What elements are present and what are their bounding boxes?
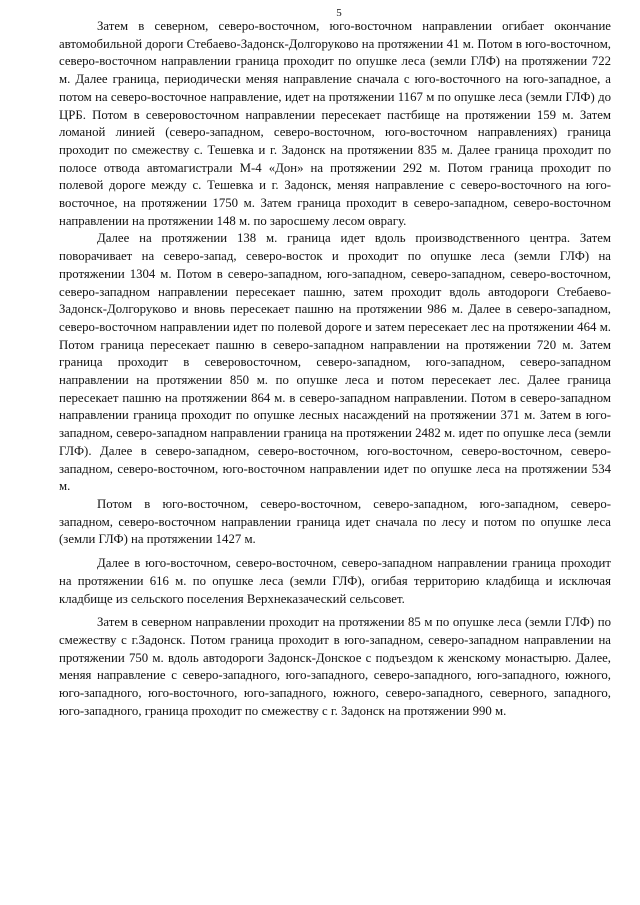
document-page bbox=[59, 6, 611, 720]
paragraph-5: Затем в северном направлении проходит на протяжении 85 м по опушке леса (земли ГЛФ) по смежеству с г.Задонск. Потом граница проходит в юго-западном, северо-западном направлении на протяжении 750 м. вдоль автодороги Задонск-Донское с подъездом к женскому монастырю. Далее, меняя направление с северо-западного, юго-западного, северо-западного, юго-западного, южного, юго-западного, юго-восточного, юго-западного, южного, северо-западного, северного, западного, юго-западного, граница проходит по смежеству с г. Задонск на протяжении 990 м. bbox=[59, 615, 611, 718]
paragraph-3: Потом в юго-восточном, северо-восточном, северо-западном, юго-западном, северо-западном, северо-восточном направлении граница идет сначала по лесу и потом по опушке леса (земли ГЛФ) на протяжении 1427 м. bbox=[59, 496, 611, 547]
paragraph-2: Далее на протяжении 138 м. граница идет вдоль производственного центра. Затем поворачивает на северо-запад, северо-восток и проходит по опушке леса (земли ГЛФ) на протяжении 1304 м. Потом в северо-западном, юго-западном, северо-западном, северо-восточном, северо-западном направлении пересекает пашню, затем проходит вдоль автодороги Стебаево-Задонск-Долгоруково и вновь пересекает пашню на протяжении 986 м. Далее в северо-западном, северо-восточном направлении идет по полевой дороге и затем пересекает лес на протяжении 464 м. Потом граница пересекает пашню в северо-западном направлении на протяжении 720 м. Затем граница проходит в северовосточном, северо-западном, юго-западном, северо-западном направлении на протяжении 850 м. по опушке леса и потом пересекает лес. Далее граница пересекает пашню на протяжении 864 м. в северо-западном направлении. Потом в северо-западном направлении граница проходит по опушке лесных насаждений на протяжении 371 м. Затем в юго-западном, северо-западном направлении граница на протяжении 2482 м. идет по опушке леса (земли ГЛФ). Далее в северо-западном, северо-восточном, юго-восточном, северо-восточном, северо-западном, северо-восточном, юго-восточном направлении идет по опушке леса на протяжении 534 м. bbox=[59, 231, 611, 494]
page-number: 5 bbox=[336, 7, 342, 19]
paragraph-4: Далее в юго-восточном, северо-восточном, северо-западном направлении граница проходит на протяжении 616 м. по опушке леса (земли ГЛФ), огибая территорию кладбища и исключая кладбище из сельского поселения Верхнеказаческий сельсовет. bbox=[59, 556, 611, 606]
paragraph-1: Затем в северном, северо-восточном, юго-восточном направлении огибает окончание автомобильной дороги Стебаево-Задонск-Долгоруково на протяжении 41 м. Потом в юго-восточном, северо-восточном направлении граница проходит по опушке леса (земли ГЛФ) на протяжении 722 м. Далее граница, периодически меняя направление сначала с юго-восточного на юго-западное, а потом на северо-восточное направление, идет на протяжении 1167 м по опушке леса (земли ГЛФ) до ЦРБ. Потом в северовосточном направлении пересекает пастбище на протяжении 159 м. Затем ломаной линией (северо-западном, северо-восточном, юго-восточном направлениях) граница проходит по смежеству с. Тешевка и г. Задонск на протяжении 835 м. Далее граница проходит по полосе отвода автомагистрали М-4 «Дон» на протяжении 292 м. Потом граница проходит по полевой дороге между с. Тешевка и г. Задонск, меняя направление с северо-восточного на юго-восточное, на протяжении 1750 м. Затем граница проходит в северо-западном, северо-восточном направлении на протяжении 148 м. по заросшему лесом оврагу. bbox=[59, 19, 611, 228]
